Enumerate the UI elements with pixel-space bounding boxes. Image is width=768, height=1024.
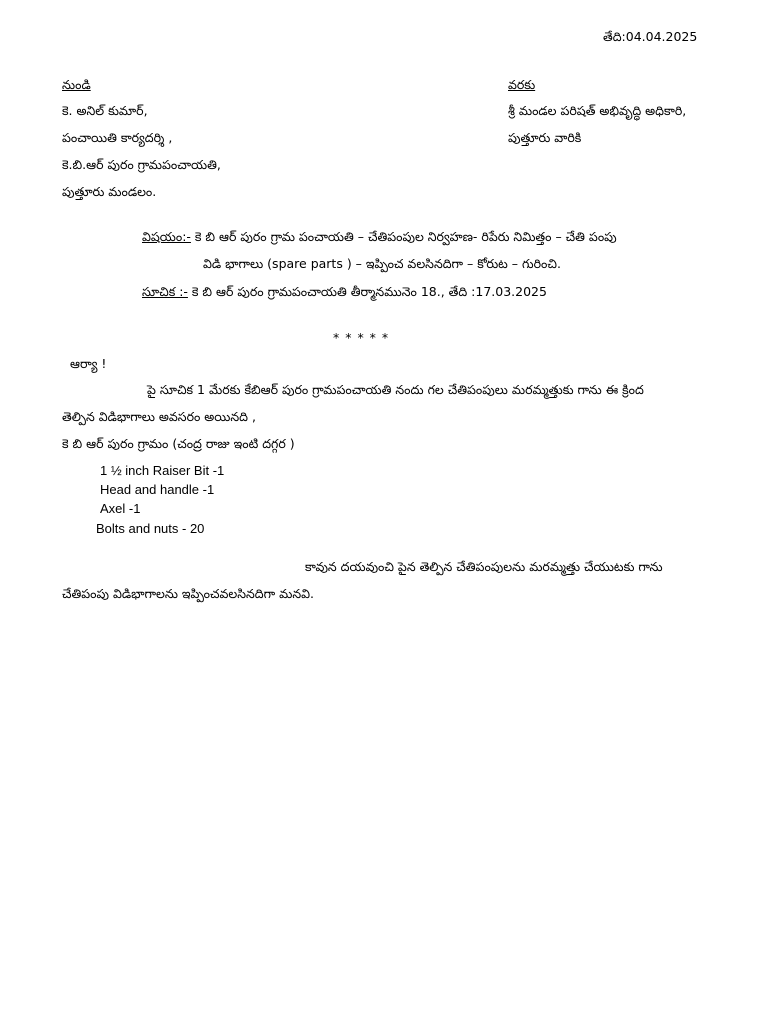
spare-part-item: Bolts and nuts - 20 [96, 521, 205, 536]
reference-text: కె బి ఆర్ పురం గ్రామపంచాయతి తీర్మానమునెం 18., తేది :17.03.2025 [187, 284, 547, 299]
subject-line [142, 229, 617, 245]
letter-date: తేది:04.04.2025 [603, 29, 698, 44]
spare-part-item: Head and handle -1 [100, 482, 215, 497]
body-paragraph-1-line-2: తెల్పిన విడిభాగాలు అవసరం అయినది , [62, 409, 256, 424]
to-heading: వరకు [508, 77, 536, 92]
body-paragraph-2-line-1: కావున దయవుంచి పైన తెల్పిన చేతిపంపులను మరమ్మత్తు చేయుటకు గాను [305, 559, 663, 574]
body-paragraph-1-line-1: పై సూచిక 1 మేరకు కేబిఆర్ పురం గ్రామపంచాయతి నందు గల చేతిపంపులు మరమ్మత్తుకు గాను ఈ క్రింద [147, 382, 644, 397]
reference-line [142, 284, 547, 300]
separator-stars: * * * * * [333, 330, 390, 345]
from-line: కె. అనిల్ కుమార్, [62, 103, 148, 118]
body-paragraph-2-line-2: చేతిపంపు విడిభాగాలను ఇప్పించవలసినదిగా మనవి. [62, 586, 314, 601]
spare-part-item: 1 ½ inch Raiser Bit -1 [100, 463, 225, 478]
from-line: కె.బి.ఆర్ పురం గ్రామపంచాయతి, [62, 157, 221, 172]
from-heading: నుండి [62, 77, 91, 92]
subject-text-continued: విడి భాగాలు (spare parts ) – ఇప్పించ వలసినదిగా – కోరుట – గురించి. [203, 256, 561, 271]
spare-part-item: Axel -1 [100, 501, 141, 516]
subject-label: విషయం:- [142, 229, 191, 244]
reference-label: సూచిక :- [142, 284, 188, 299]
from-line: పుత్తూరు మండలం. [62, 184, 157, 199]
location-line: కె బి ఆర్ పురం గ్రామం (చంద్ర రాజు ఇంటి దగ్గర ) [62, 436, 295, 451]
from-line: పంచాయితి కార్యదర్శి , [62, 130, 173, 145]
to-line: పుత్తూరు వారికి [508, 130, 582, 145]
to-line: శ్రీ మండల పరిషత్ అభివృద్ధి అధికారి, [508, 103, 687, 118]
subject-text: కె బి ఆర్ పురం గ్రామ పంచాయతి – చేతిపంపుల నిర్వహణ- రిపేరు నిమిత్తం – చేతి పంపు [190, 229, 617, 244]
salutation: ఆర్యా ! [70, 356, 107, 371]
